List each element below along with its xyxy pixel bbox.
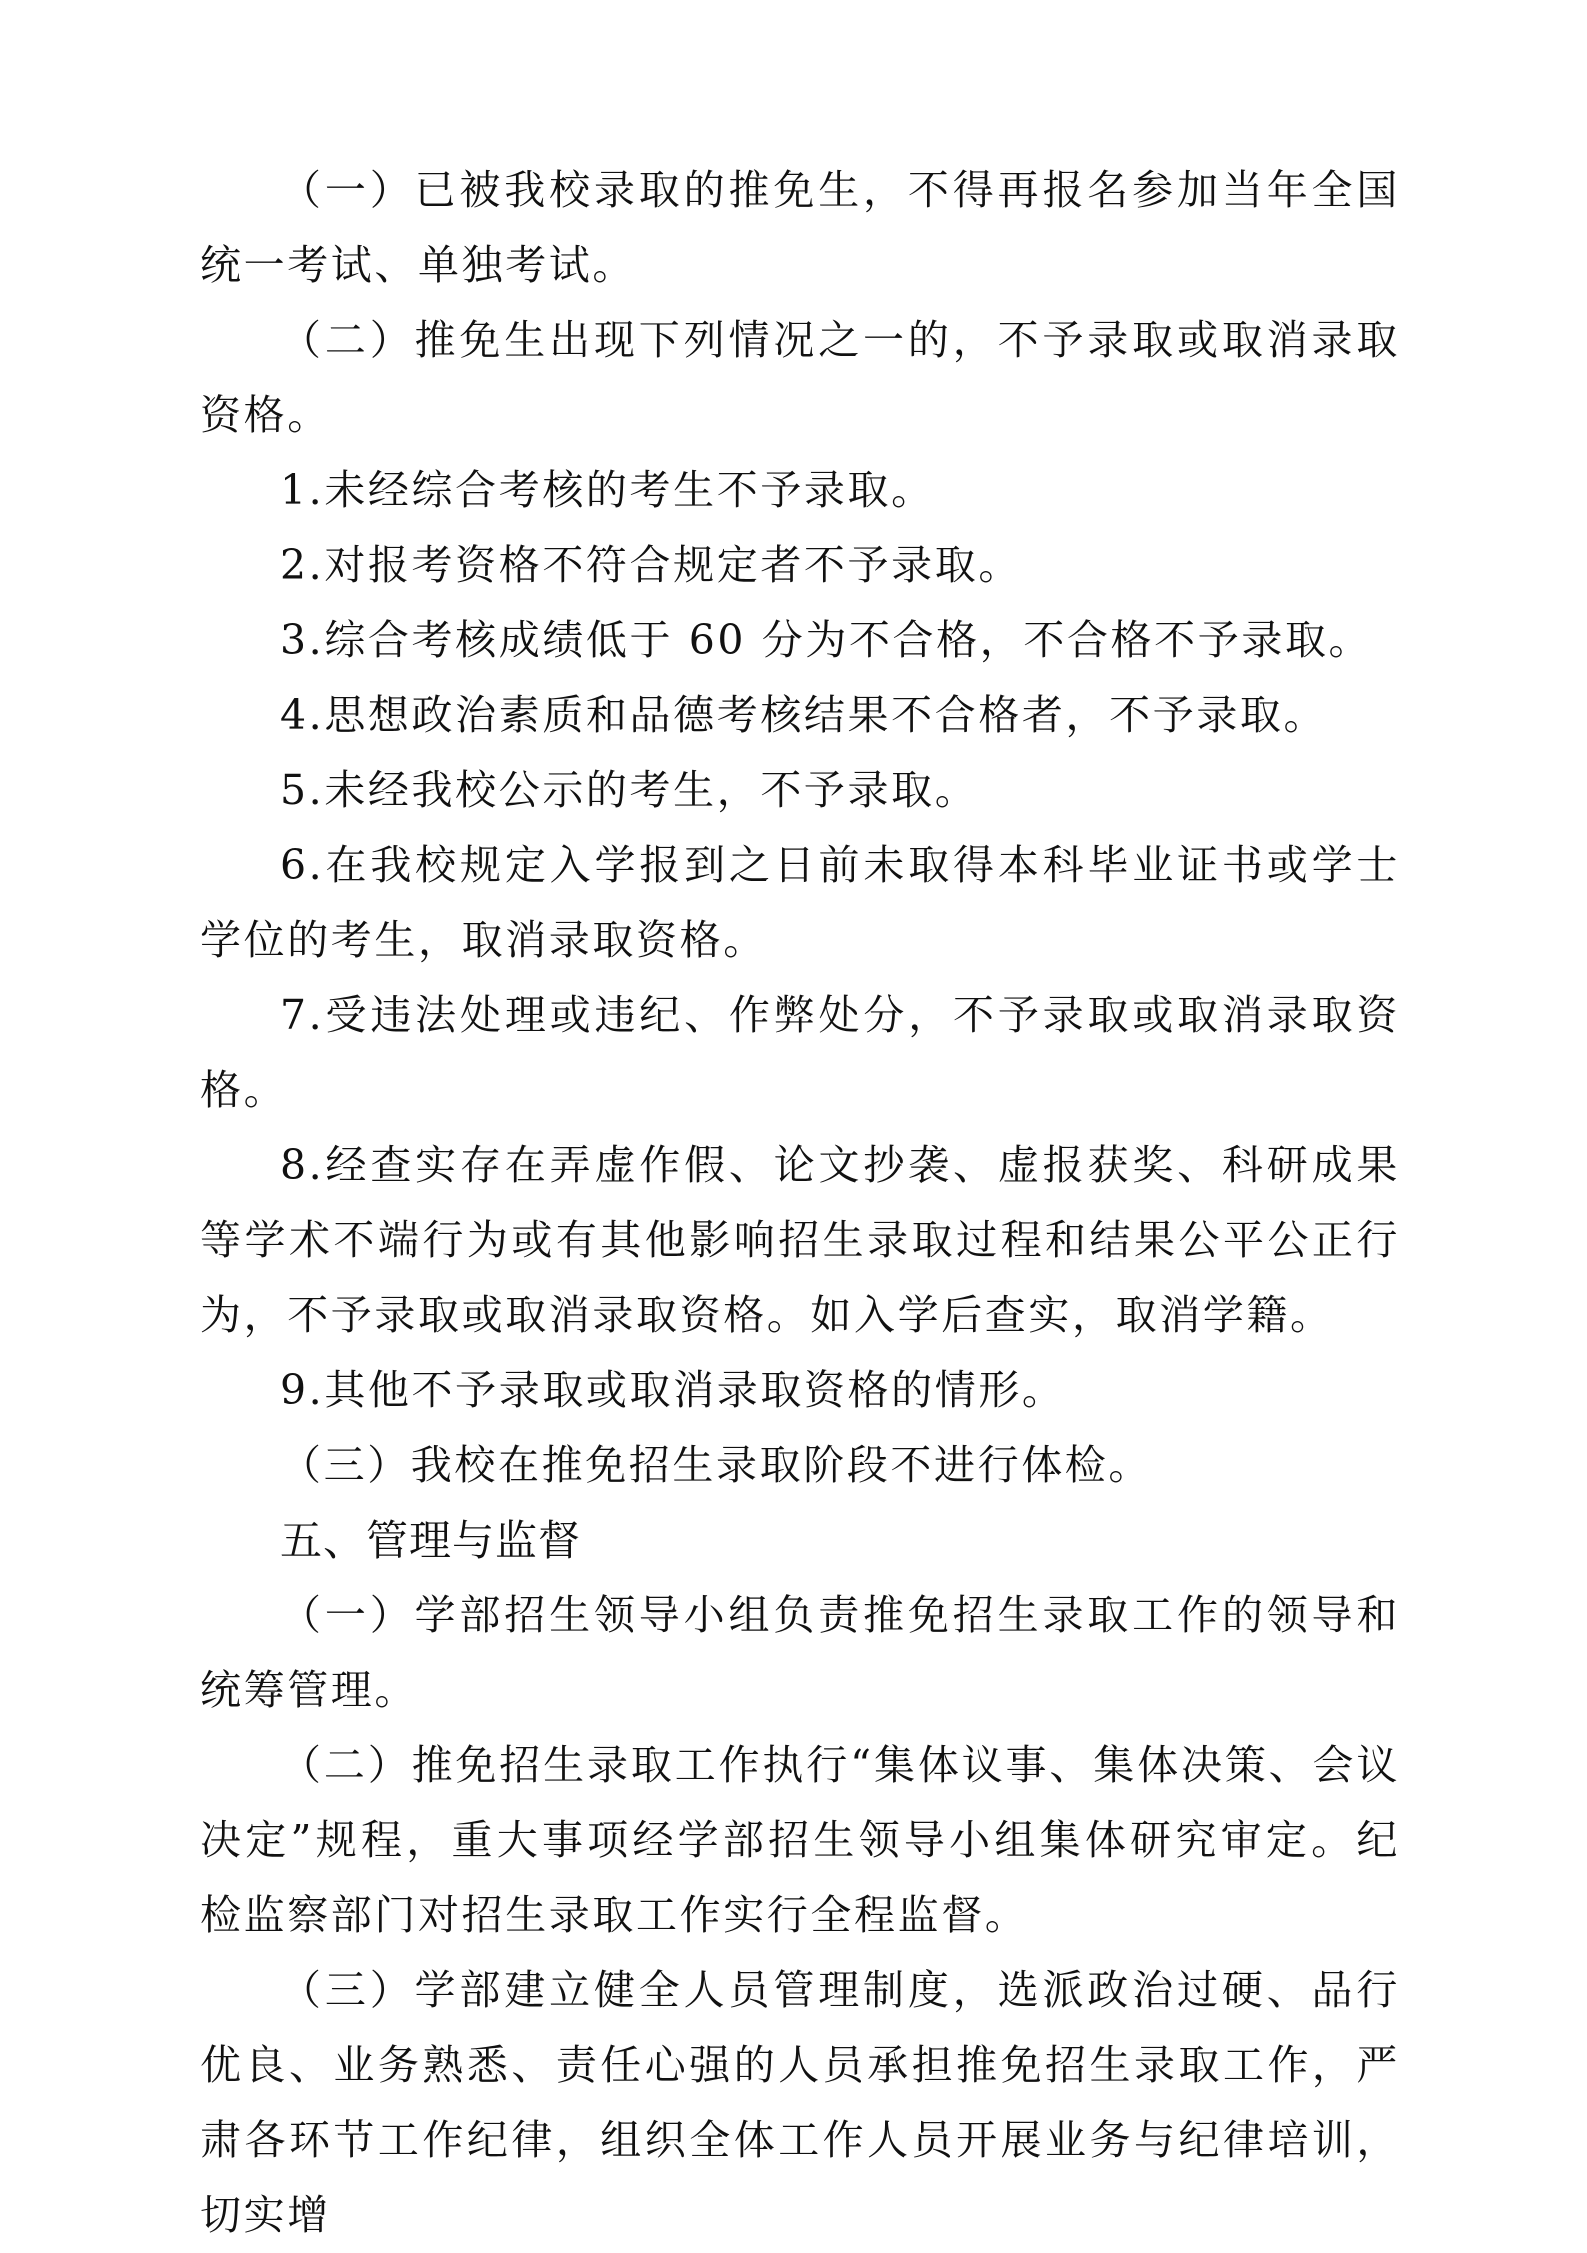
list-item-5: 5.未经我校公示的考生，不予录取。 (280, 766, 979, 814)
list-item-9: 9.其他不予录取或取消录取资格的情形。 (280, 1366, 1066, 1414)
list-item-3: 3.综合考核成绩低于 60 分为不合格，不合格不予录取。 (280, 616, 1373, 664)
list-item-7: 7.受违法处理或违纪、作弊处分，不予录取或取消录取资格。 (200, 991, 1400, 1114)
list-item-4: 4.思想政治素质和品德考核结果不合格者，不予录取。 (280, 691, 1328, 739)
paragraph-no-physical-exam: （三）我校在推免招生录取阶段不进行体检。 (280, 1441, 1152, 1489)
list-item-1: 1.未经综合考核的考生不予录取。 (280, 466, 935, 514)
list-item-2: 2.对报考资格不符合规定者不予录取。 (280, 541, 1022, 589)
list-item-8: 8.经查实存在弄虚作假、论文抄袭、虚报获奖、科研成果等学术不端行为或有其他影响招生录取过程和结果公平公正行为，不予录取或取消录取资格。如入学后查实，取消学籍。 (200, 1141, 1400, 1339)
paragraph-leadership-group: （一）学部招生领导小组负责推免招生录取工作的领导和统筹管理。 (200, 1591, 1400, 1714)
paragraph-admitted-exam-ban: （一）已被我校录取的推免生，不得再报名参加当年全国统一考试、单独考试。 (200, 166, 1400, 289)
section-heading-management: 五、管理与监督 (280, 1516, 582, 1565)
list-item-6: 6.在我校规定入学报到之日前未取得本科毕业证书或学士学位的考生，取消录取资格。 (200, 841, 1400, 964)
paragraph-staff-management: （三）学部建立健全人员管理制度，选派政治过硬、品行优良、业务熟悉、责任心强的人员承担推免招生录取工作，严肃各环节工作纪律，组织全体工作人员开展业务与纪律培训，切实增 (200, 1966, 1400, 2239)
paragraph-collective-decision: （二）推免招生录取工作执行“集体议事、集体决策、会议决定”规程，重大事项经学部招生领导小组集体研究审定。纪检监察部门对招生录取工作实行全程监督。 (200, 1741, 1400, 1939)
document-body (200, 153, 1400, 2253)
paragraph-disqualification-cases: （二）推免生出现下列情况之一的，不予录取或取消录取资格。 (200, 316, 1400, 439)
